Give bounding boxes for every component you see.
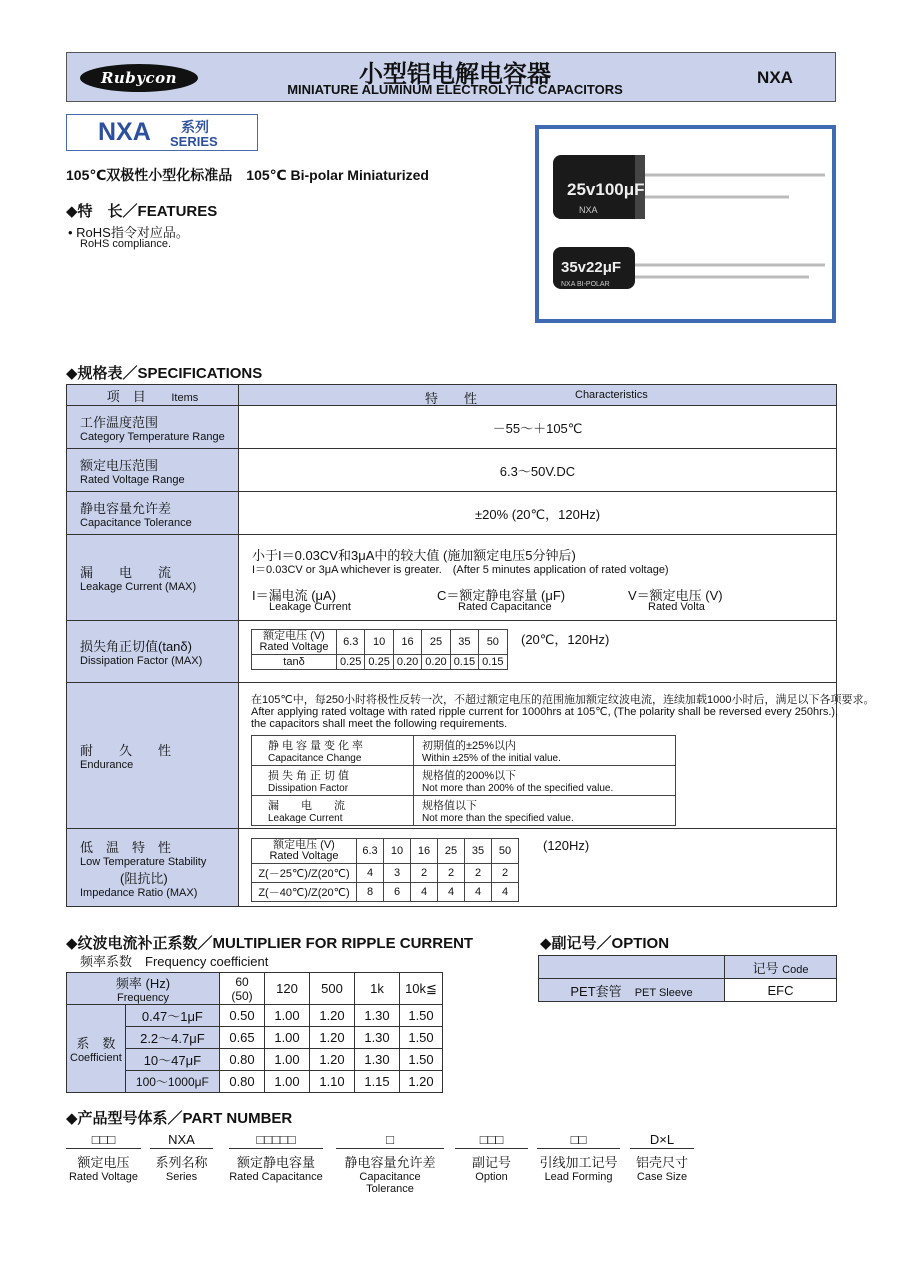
df-value: 0.15: [450, 655, 478, 670]
capacitance-range: 2.2～4.7μF: [125, 1027, 219, 1049]
req-value-cn: 规格值以下: [422, 800, 477, 812]
req-name-en: Capacitance Change: [268, 753, 362, 764]
part-segment-code: □□□: [455, 1131, 528, 1149]
impedance-row-label: Z(－40℃)/Z(20℃): [252, 883, 357, 902]
ripple-value: 1.00: [265, 1049, 310, 1071]
endurance-desc-cn: 在105℃中，每250小时将极性反转一次，不超过额定电压的范围施加额定纹波电流，连续加载1000小时后，满足以下各项要求。: [251, 694, 875, 706]
req-name-en: Leakage Current: [268, 813, 343, 824]
leakage-var-v-en: Rated Volta: [648, 601, 705, 613]
part-segment-code: □: [336, 1131, 444, 1149]
impedance-row-25: [252, 864, 519, 883]
req-value-cn: 初期值的±25%以内: [422, 740, 517, 752]
capacitor-1-series: NXA: [579, 205, 598, 215]
impedance-voltage: 6.3: [357, 839, 384, 864]
part-segment-en: Rated Voltage: [68, 1171, 139, 1183]
df-value: 0.25: [337, 655, 365, 670]
part-segment-en: Case Size: [636, 1171, 688, 1183]
part-segment-code: D×L: [630, 1131, 694, 1149]
df-condition-note: (20℃，120Hz): [521, 632, 610, 647]
spec-row-dissipation: [67, 621, 837, 683]
rubycon-logo: Rubycon: [80, 64, 198, 92]
ripple-value: 0.50: [220, 1005, 265, 1027]
spec-label-cn: 工作温度范围: [80, 414, 159, 430]
spec-label-en: Rated Voltage Range: [80, 473, 185, 486]
spec-header-row: [67, 385, 837, 406]
ripple-value: 1.00: [265, 1005, 310, 1027]
coefficient-label-cn: 系 数: [76, 1036, 116, 1051]
specifications-table: [66, 384, 875, 907]
part-segment-code: NXA: [150, 1131, 213, 1149]
df-value: 0.20: [422, 655, 450, 670]
items-header-en: Items: [171, 391, 199, 404]
part-segment-code: □□: [537, 1131, 620, 1149]
frequency-value: 120: [265, 973, 310, 1005]
part-segment-code: □□□□□: [229, 1131, 323, 1149]
option-header-row: [539, 956, 837, 979]
spec-label-cn: 静电容量允许差: [80, 500, 172, 516]
impedance-voltage-row: [252, 839, 519, 864]
part-segment-capacitance: [229, 1131, 323, 1183]
impedance-value: 6: [384, 883, 411, 902]
series-label-cn: 系列: [181, 119, 209, 135]
series-label-en: SERIES: [170, 134, 218, 149]
endurance-req-row: [252, 736, 676, 766]
leakage-var-v: V＝额定电压 (V): [628, 588, 723, 603]
impedance-value: 4: [438, 883, 465, 902]
leakage-var-i-en: Leakage Current: [269, 601, 351, 613]
part-segment-cn: 铝壳尺寸: [635, 1155, 688, 1170]
req-name-cn: 静电容量变化率: [268, 740, 366, 752]
impedance-row-40: [252, 883, 519, 902]
endurance-req-row: [252, 766, 676, 796]
option-code: EFC: [725, 979, 837, 1002]
leakage-var-c-en: Rated Capacitance: [458, 601, 552, 613]
spec-label-cn: 耐 久 性: [80, 743, 172, 758]
req-name-cn: 损失角正切值: [268, 770, 352, 782]
spec-row-temperature: [67, 406, 837, 449]
part-segment-cn: 副记号: [471, 1155, 511, 1170]
endurance-requirements-table: [251, 735, 676, 826]
df-value: 0.25: [365, 655, 393, 670]
ripple-row: [67, 1005, 443, 1027]
spec-label-cn2: (阻抗比): [120, 870, 168, 886]
part-segment-en: Capacitance Tolerance: [359, 1171, 421, 1195]
impedance-ratio-table: [251, 838, 519, 902]
features-heading: ◆特 长／FEATURES: [66, 203, 218, 220]
ripple-value: 1.20: [310, 1049, 355, 1071]
capacitor-2-label: 35v22μF: [561, 259, 622, 276]
part-segment-en: Series: [165, 1171, 198, 1183]
impedance-value: 4: [492, 883, 519, 902]
ripple-value: 1.20: [310, 1005, 355, 1027]
part-segment-code: □□□: [66, 1131, 141, 1149]
option-code-header-en: Code: [782, 963, 809, 976]
ripple-value: 0.80: [220, 1071, 265, 1093]
ripple-subheading: 频率系数 Frequency coefficient: [80, 954, 269, 969]
spec-value: ±20% (20℃，120Hz): [239, 492, 837, 535]
req-value-en: Not more than 200% of the specified value.: [422, 783, 614, 794]
df-voltage: 10: [365, 630, 393, 655]
ripple-value: 1.50: [400, 1049, 443, 1071]
impedance-value: 4: [411, 883, 438, 902]
part-segment-en: Lead Forming: [544, 1171, 613, 1183]
spec-row-low-temperature: [67, 829, 837, 907]
impedance-value: 4: [465, 883, 492, 902]
ripple-value: 1.50: [400, 1005, 443, 1027]
ripple-value: 0.80: [220, 1049, 265, 1071]
impedance-value: 4: [357, 864, 384, 883]
frequency-value: 500: [310, 973, 355, 1005]
ripple-value: 0.65: [220, 1027, 265, 1049]
option-code-header-cn: 记号: [752, 960, 779, 976]
ripple-value: 1.20: [400, 1071, 443, 1093]
df-tan-label: tanδ: [252, 655, 337, 670]
ripple-multiplier-table: [66, 972, 443, 1093]
endurance-desc-en: After applying rated voltage with rated ripple current for 1000hrs at 105℃, (The polarity shall be reversed every 250hrs.),: [251, 706, 839, 718]
feature-item: • RoHS指令对应品。: [68, 225, 189, 240]
part-segment-cn: 额定静电容量: [236, 1155, 315, 1170]
leakage-formula-cn: 小于I＝0.03CV和3μA中的较大值 (施加额定电压5分钟后): [252, 548, 576, 563]
endurance-req-row: [252, 796, 676, 826]
spec-label-en2: Impedance Ratio (MAX): [80, 886, 198, 899]
part-segment-option: [455, 1131, 528, 1183]
ripple-frequency-row: [67, 973, 443, 1005]
spec-row-endurance: [67, 683, 837, 829]
impedance-value: 2: [465, 864, 492, 883]
part-segment-tolerance: [336, 1131, 444, 1195]
req-value-cn: 规格值的200%以下: [422, 770, 517, 782]
option-row: [539, 979, 837, 1002]
part-segment-cn: 系列名称: [155, 1155, 208, 1170]
impedance-voltage: 25: [438, 839, 465, 864]
ripple-value: 1.15: [355, 1071, 400, 1093]
capacitance-range: 100～1000μF: [125, 1071, 219, 1093]
ripple-value: 1.00: [265, 1071, 310, 1093]
impedance-voltage-label: 额定电压 (V) Rated Voltage: [252, 839, 357, 864]
df-voltage: 6.3: [337, 630, 365, 655]
characteristics-header-en: Characteristics: [575, 389, 648, 401]
endurance-desc-en2: the capacitors shall meet the following requirements.: [251, 718, 508, 730]
coefficient-label-en: Coefficient: [70, 1052, 122, 1064]
leakage-var-i: I＝漏电流 (μA): [252, 588, 337, 603]
spec-label-cn: 额定电压范围: [80, 457, 159, 473]
frequency-label-en: Frequency: [117, 992, 169, 1004]
spec-label-cn: 低 温 特 性: [80, 839, 172, 855]
df-value: 0.20: [393, 655, 421, 670]
series-code: NXA: [98, 118, 151, 146]
ripple-heading: ◆纹波电流补正系数／MULTIPLIER FOR RIPPLE CURRENT: [66, 935, 474, 952]
impedance-voltage: 16: [411, 839, 438, 864]
impedance-value: 2: [492, 864, 519, 883]
df-voltage-label: 额定电压 (V) Rated Voltage: [252, 630, 337, 655]
ripple-value: 1.20: [310, 1027, 355, 1049]
impedance-value: 2: [411, 864, 438, 883]
spec-label-en: Endurance: [80, 759, 134, 771]
spec-value: 6.3～50V.DC: [239, 449, 837, 492]
df-voltage: 50: [479, 630, 507, 655]
part-segment-cn: 额定电压: [77, 1155, 130, 1170]
capacitor-2-series: NXA BI-POLAR: [561, 281, 610, 288]
spec-row-tolerance: [67, 492, 837, 535]
frequency-value: 1k: [355, 973, 400, 1005]
option-item-en: PET Sleeve: [634, 986, 693, 999]
ripple-value: 1.30: [355, 1005, 400, 1027]
df-voltage-row: [252, 630, 508, 655]
part-segment-cn: 引线加工记号: [539, 1155, 618, 1170]
df-voltage: 16: [393, 630, 421, 655]
page-title-en: MINIATURE ALUMINUM ELECTROLYTIC CAPACITORS: [287, 82, 623, 97]
impedance-row-label: Z(－25℃)/Z(20℃): [252, 864, 357, 883]
ripple-value: 1.30: [355, 1049, 400, 1071]
ripple-value: 1.10: [310, 1071, 355, 1093]
leakage-formula-en: I＝0.03CV or 3μA whichever is greater. (After 5 minutes application of rated voltage): [252, 564, 669, 576]
frequency-value: 60 (50): [220, 973, 265, 1005]
df-voltage: 25: [422, 630, 450, 655]
specifications-heading: ◆规格表／SPECIFICATIONS: [66, 365, 263, 382]
frequency-label-cn: 频率 (Hz): [115, 976, 171, 991]
capacitor-illustration: [539, 129, 832, 319]
part-segment-voltage: [66, 1131, 141, 1183]
spec-label-en: Dissipation Factor (MAX): [80, 655, 203, 667]
series-subtitle: 105℃双极性小型化标准品 105℃ Bi-polar Miniaturized: [66, 167, 429, 183]
feature-item-cn: RoHS指令对应品。: [76, 225, 189, 240]
impedance-voltage: 35: [465, 839, 492, 864]
spec-label-en: Low Temperature Stability: [80, 855, 207, 868]
part-segment-en: Rated Capacitance: [229, 1171, 323, 1183]
df-tan-row: [252, 655, 508, 670]
spec-label-en: Leakage Current (MAX): [80, 581, 197, 593]
req-value-en: Not more than the specified value.: [422, 813, 574, 824]
product-photo: [535, 125, 836, 323]
impedance-value: 2: [438, 864, 465, 883]
impedance-value: 3: [384, 864, 411, 883]
spec-label-en: Category Temperature Range: [80, 430, 225, 443]
impedance-voltage: 10: [384, 839, 411, 864]
feature-item-en: RoHS compliance.: [80, 238, 172, 250]
part-segment-series: [150, 1131, 213, 1183]
part-number-heading: ◆产品型号体系／PART NUMBER: [66, 1110, 293, 1127]
ripple-value: 1.00: [265, 1027, 310, 1049]
spec-label-cn: 漏 电 流: [80, 565, 172, 580]
impedance-condition-note: (120Hz): [543, 838, 590, 853]
spec-label-en: Capacitance Tolerance: [80, 516, 192, 529]
page-title-cn: 小型铝电解电容器: [359, 61, 551, 88]
part-segment-lead-forming: [537, 1131, 620, 1183]
ripple-value: 1.30: [355, 1027, 400, 1049]
spec-label-cn: 损失角正切值(tanδ): [80, 639, 192, 654]
series-box: [66, 114, 258, 151]
ripple-value: 1.50: [400, 1027, 443, 1049]
part-segment-case-size: [630, 1131, 694, 1183]
part-segment-cn: 静电容量允许差: [344, 1155, 436, 1170]
capacitance-range: 10～47μF: [125, 1049, 219, 1071]
spec-row-voltage: [67, 449, 837, 492]
leakage-var-c: C＝额定静电容量 (μF): [437, 588, 566, 603]
req-value-en: Within ±25% of the initial value.: [422, 753, 561, 764]
spec-value: －55～＋105℃: [239, 406, 837, 449]
df-value: 0.15: [479, 655, 507, 670]
characteristics-header-cn: 特 性: [425, 391, 478, 406]
req-name-en: Dissipation Factor: [268, 783, 349, 794]
option-table: [538, 955, 837, 1002]
option-item-cn: PET套管: [570, 983, 622, 999]
items-header-cn: 项 目: [106, 388, 146, 404]
capacitor-1-label: 25v100μF: [567, 180, 645, 199]
option-heading: ◆副记号／OPTION: [540, 935, 670, 952]
dissipation-factor-table: [251, 629, 508, 670]
capacitance-range: 0.47～1μF: [125, 1005, 219, 1027]
req-name-cn: 漏 电 流: [268, 800, 345, 812]
part-segment-en: Option: [475, 1171, 508, 1183]
df-voltage: 35: [450, 630, 478, 655]
impedance-value: 8: [357, 883, 384, 902]
frequency-value: 10k≦: [400, 973, 443, 1005]
header-series-code: NXA: [757, 68, 793, 87]
spec-row-leakage: [67, 535, 837, 621]
impedance-voltage: 50: [492, 839, 519, 864]
